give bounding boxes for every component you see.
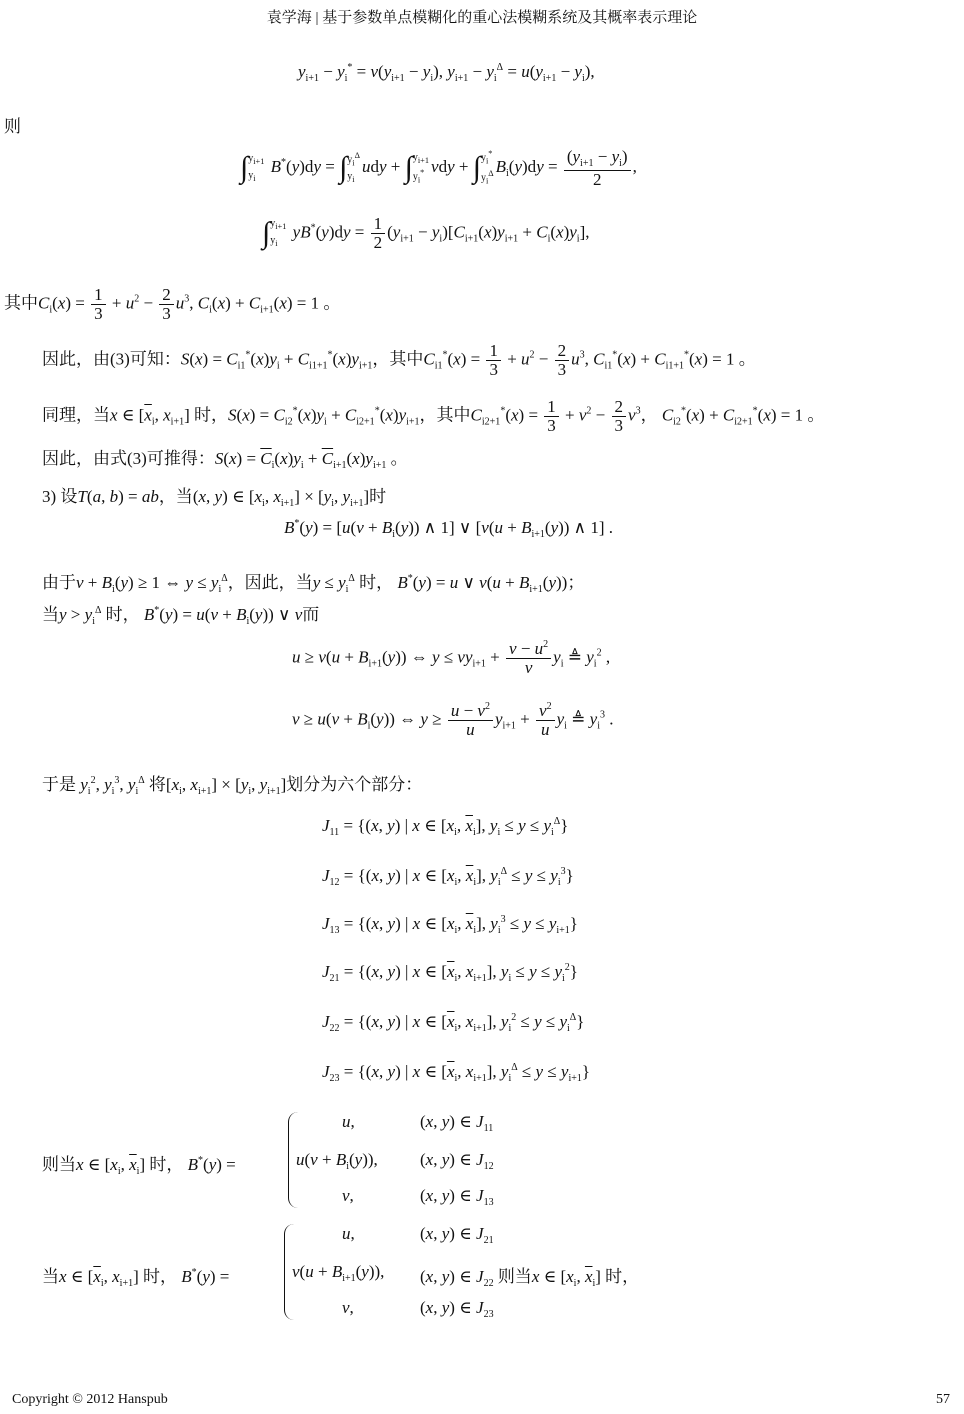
piecewise-2-row-3: v, (342, 1298, 354, 1317)
text-item3: 3) 设T(a, b) = ab，当(x, y) ∈ [$x_i$, $x_{i+1}] \times [y_i$, $y_{i+1}$]时 (42, 487, 387, 509)
piecewise-1-row-1: u, (342, 1112, 355, 1131)
piecewise-2-row-1: u, (342, 1224, 355, 1243)
text-then: 则 (4, 117, 21, 136)
text-Ci-definition: 其中$C_i(x)$ = $\frac{1}{3}$ + $u^2$ − $\frac{2}{3}$ $u^3$, $C_i(x) + C_{i+1}(x) = 1$ 。 (4, 285, 341, 323)
piecewise-2-row-2: $v(u + B_{i+1}(y))$, (292, 1262, 385, 1284)
text-when-2: 当x ∈ [$\overline{x}_i$, $x_{i+1}$] 时， B*(y) = (42, 1267, 230, 1289)
set-J12: $J_{12} = \{(x$, y) | x ∈ [$x_i$, $\overline{x}_i$], $y_i^\Delta \le y \le y_i^3$} (322, 866, 574, 888)
text-since: 由于$v + B_i(y) \ge 1$ ⇔ $y \le y_i^\Delta$，因此，当$y \le y_i^\Delta$ 时， B*(y) = u ∨ $v(u + B_{i+1}(y))$； (42, 573, 585, 595)
piecewise-2-cond-3: (x, y) ∈ $J_{23}$ (420, 1298, 494, 1320)
footer-copyright: Copyright © 2012 Hanspub (12, 1392, 168, 1407)
equation-yi2: $u \ge v(u + B_{i+1}(y))$ ⇔ $y \le vy_{i+1}$ + $\frac{v - u^2}{v}$ $y_i$ ≜ $y_i^2$ , (292, 639, 611, 677)
piecewise-1-cond-1: (x, y) ∈ $J_{11}$ (420, 1112, 494, 1134)
text-then-when-1: 则当x ∈ [$x_i$, $\overline{x}_i$] 时， B*(y) = (42, 1155, 236, 1177)
piecewise-2-cond-2: (x, y) ∈ $J_{22}$ 则当x ∈ [$x_i$, $\overline{x}_i$] 时， (420, 1267, 640, 1289)
set-J13: $J_{13} = \{(x$, y) | x ∈ [$x_i$, $\overline{x}_i$], $y_i^3 \le y \le y_{i+1}$} (322, 914, 578, 936)
piecewise-1-cond-2: (x, y) ∈ $J_{12}$ (420, 1150, 494, 1172)
equation-integral-B: $\int y_{i+1}$ $y_i$ $B^*(y)dy = \int y_i^\Delta$ $y_iudy + \int y_{i+1}$ $y_i^*$ vdy + $\int y_i^*$ $y_i^\Delta$ $B_i(y)dy$ = $\frac{(y_{i+1} - y_i)}{2}$ , (240, 147, 637, 189)
set-J11: $J_{11} = \{(x$, y) | x ∈ [$x_i$, $\overline{x}_i$], $y_i \le y \le y_i^\Delta$} (322, 816, 569, 838)
piecewise-1-row-2: $u(v + B_i(y))$, (296, 1150, 378, 1172)
equation-increments: $y_{i+1} - y_i^* = v(y_{i+1} - y_i)$, $y_{i+1} - y_i^\Delta = u(y_{i+1} - y_i)$, (298, 62, 595, 84)
equation-integral-yB: $\int y_{i+1}$ $y_i$ yB*(y)dy = $\frac{1}{2}$ $(y_{i+1} - y_i)[C_{i+1}(x)y_{i+1} + C_i(x)y_i]$, (262, 214, 590, 252)
running-header: 袁学海 | 基于参数单点模糊化的重心法模糊系统及其概率表示理论 (266, 10, 698, 26)
piecewise-1-row-3: v, (342, 1186, 354, 1205)
equation-yi3: $v \ge u(v + B_i(y))$ ⇔ y ≥ $\frac{u - v^2}{u}$ $y_{i+1}$ + $\frac{v^2}{u}$ $y_i$ ≜ $y_i^3$ . (292, 701, 614, 739)
set-J23: $J_{23} = \{(x$, y) | x ∈ [$\overline{x}_i$, $x_{i+1}$], $y_i^\Delta \le y \le y_{i+1}$} (322, 1062, 591, 1084)
text-therefore-derive: 因此，由式(3)可推得：$S(x) = \overline{C}_i(x)y_i + \overline{C}_{i+1}(x)y_{i+1}$ 。 (42, 449, 408, 471)
text-when-y-gt: 当$y > y_i^\Delta$ 时， $B^*(y) = u(v + B_i(y))$ ∨ v而 (42, 605, 320, 627)
page-number: 57 (936, 1392, 950, 1407)
text-similarly: 同理，当x ∈ [$\overline{x}_i$, $x_{i+1}$] 时，$S(x) = C_{i2}^*(x)y_i + C_{i2+1}^*(x)y_{i+1}$，其中$C_{i2+1}^*(x)$ = $\frac{1}{3}$ + $v^2$ − $\frac{2}{3}$ $v^3$， $C_{i2}^*(x) + C_{i2+1}^*(x) = 1$ 。 (42, 397, 825, 435)
set-J21: $J_{21} = \{(x$, y) | x ∈ [$\overline{x}_i$, $x_{i+1}$], $y_i \le y \le y_i^2$} (322, 962, 578, 984)
set-J22: $J_{22} = \{(x$, y) | x ∈ [$\overline{x}_i$, $x_{i+1}$], $y_i^2 \le y \le y_i^\Delta$} (322, 1012, 585, 1034)
text-therefore-3: 因此，由(3)可知：$S(x) = C_{i1}^*(x)y_i + C_{i1+1}^*(x)y_{i+1}$，其中$C_{i1}^*(x)$ = $\frac{1}{3}$ + $u^2$ − $\frac{2}{3}$ $u^3$, $C_{i1}^*(x) + C_{i1+1}^*(x) = 1$ 。 (42, 341, 756, 379)
equation-B-star-max: $B^*(y) = [u(v + B_i(y))$ ∧ 1] ∨ [$v(u + B_{i+1}(y))$ ∧ 1] . (284, 518, 614, 540)
piecewise-2-cond-1: (x, y) ∈ $J_{21}$ (420, 1224, 494, 1246)
text-partition: 于是 $y_i^2$, $y_i^3$, $y_i^\Delta$ 将[$x_i$, $x_{i+1}] \times [y_i$, $y_{i+1}$]划分为六个部分： (42, 775, 423, 797)
piecewise-1-cond-3: (x, y) ∈ $J_{13}$ (420, 1186, 494, 1208)
